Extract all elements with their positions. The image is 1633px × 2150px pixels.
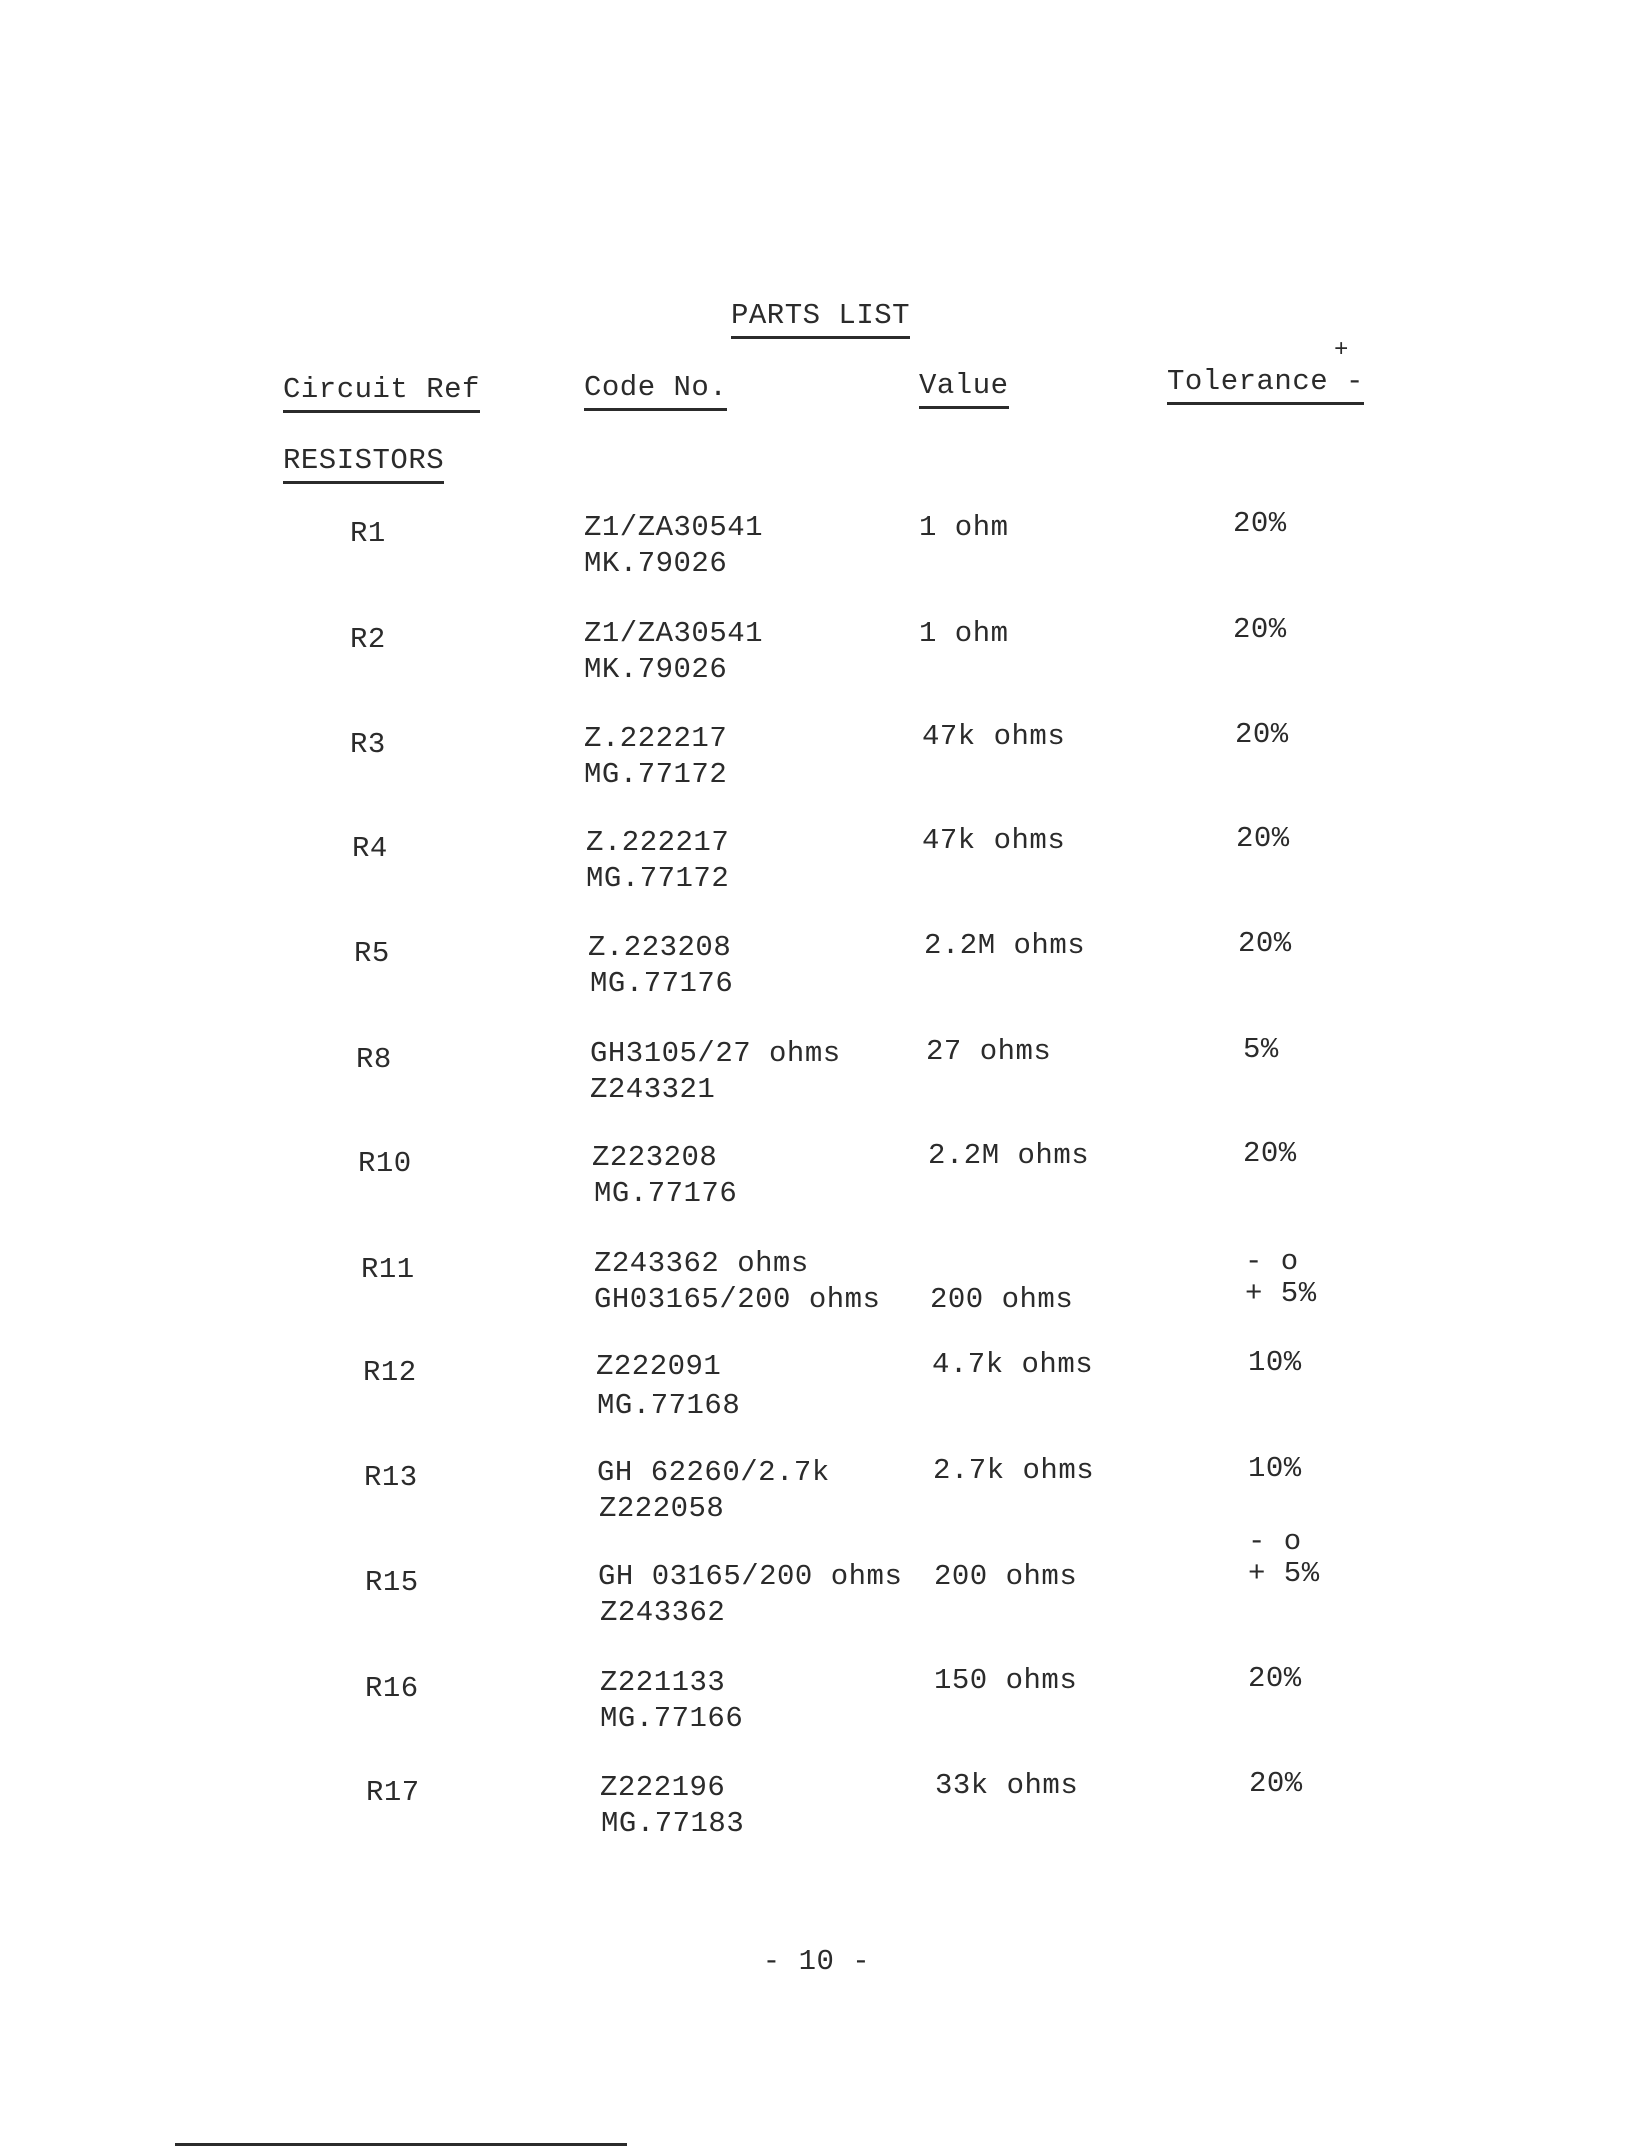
row-ref: R8	[356, 1043, 392, 1076]
row-code-2: Z243362	[600, 1596, 726, 1629]
row-value: 47k ohms	[922, 824, 1066, 857]
row-code-2: MG.77176	[594, 1177, 738, 1210]
header-code-no: Code No.	[584, 370, 727, 411]
row-code-2: MK.79026	[584, 653, 728, 686]
row-value: 1 ohm	[919, 617, 1009, 650]
row-value: 27 ohms	[926, 1035, 1052, 1068]
row-value: 200 ohms	[930, 1283, 1074, 1316]
row-code-2: MK.79026	[584, 547, 728, 580]
row-code-2: MG.77172	[586, 862, 730, 895]
row-code-2: MG.77176	[590, 967, 734, 1000]
header-value: Value	[919, 368, 1009, 409]
row-code-1: Z.222217	[584, 722, 728, 755]
row-code-1: GH 03165/200 ohms	[598, 1560, 903, 1593]
row-tolerance-1: - o	[1248, 1525, 1302, 1558]
row-tolerance: 10%	[1248, 1346, 1302, 1379]
header-tolerance	[1167, 364, 1364, 405]
row-ref: R3	[350, 728, 386, 761]
row-value: 47k ohms	[922, 720, 1066, 753]
row-code-1: Z222196	[600, 1771, 726, 1804]
row-value: 2.2M ohms	[928, 1139, 1090, 1172]
row-code-2: MG.77172	[584, 758, 728, 791]
row-tolerance: 20%	[1248, 1662, 1302, 1695]
row-tolerance: 10%	[1248, 1452, 1302, 1485]
row-code-1: Z.223208	[588, 931, 732, 964]
row-code-1: GH 62260/2.7k	[597, 1456, 830, 1489]
row-tolerance: 20%	[1236, 822, 1290, 855]
tolerance-plus-sign: +	[1334, 337, 1349, 364]
row-tolerance-2: + 5%	[1245, 1277, 1317, 1310]
row-code-2: Z243321	[590, 1073, 716, 1106]
row-code-1: Z243362 ohms	[594, 1247, 809, 1280]
bottom-rule-divider	[175, 2143, 627, 2146]
row-tolerance: 20%	[1238, 927, 1292, 960]
row-ref: R10	[358, 1147, 412, 1180]
row-ref: R5	[354, 937, 390, 970]
row-ref: R16	[365, 1672, 419, 1705]
row-value: 200 ohms	[934, 1560, 1078, 1593]
row-ref: R11	[361, 1253, 415, 1286]
row-code-1: Z.222217	[586, 826, 730, 859]
row-tolerance-2: + 5%	[1248, 1557, 1320, 1590]
row-code-2: MG.77183	[601, 1807, 745, 1840]
page-number: - 10 -	[762, 1945, 871, 1978]
row-value: 1 ohm	[919, 511, 1009, 544]
row-tolerance: 20%	[1233, 507, 1287, 540]
row-code-1: Z1/ZA30541	[584, 617, 764, 650]
row-code-2: MG.77168	[597, 1389, 741, 1422]
row-ref: R15	[365, 1566, 419, 1599]
row-tolerance: 5%	[1243, 1033, 1279, 1066]
row-code-2: GH03165/200 ohms	[594, 1283, 881, 1316]
page-title: PARTS LIST	[731, 298, 910, 339]
section-heading-resistors: RESISTORS	[283, 443, 444, 484]
row-ref: R1	[350, 517, 386, 550]
header-circuit-ref: Circuit Ref	[283, 372, 480, 413]
row-code-1: Z1/ZA30541	[584, 511, 764, 544]
row-tolerance: 20%	[1235, 718, 1289, 751]
row-code-1: Z223208	[592, 1141, 718, 1174]
row-code-1: Z222091	[596, 1350, 722, 1383]
row-value: 150 ohms	[934, 1664, 1078, 1697]
tolerance-minus-sign: -	[1346, 365, 1364, 398]
row-value: 2.2M ohms	[924, 929, 1086, 962]
row-value: 33k ohms	[935, 1769, 1079, 1802]
row-ref: R4	[352, 832, 388, 865]
header-tolerance-label: Tolerance	[1167, 365, 1329, 398]
row-ref: R12	[363, 1356, 417, 1389]
row-code-1: Z221133	[600, 1666, 726, 1699]
row-ref: R2	[350, 623, 386, 656]
row-tolerance: 20%	[1243, 1137, 1297, 1170]
row-code-2: Z222058	[599, 1492, 725, 1525]
row-code-2: MG.77166	[600, 1702, 744, 1735]
row-value: 2.7k ohms	[933, 1454, 1095, 1487]
row-ref: R13	[364, 1461, 418, 1494]
row-tolerance: 20%	[1233, 613, 1287, 646]
row-value: 4.7k ohms	[932, 1348, 1094, 1381]
row-ref: R17	[366, 1776, 420, 1809]
row-tolerance-1: - o	[1245, 1245, 1299, 1278]
row-code-1: GH3105/27 ohms	[590, 1037, 841, 1070]
row-tolerance: 20%	[1249, 1767, 1303, 1800]
